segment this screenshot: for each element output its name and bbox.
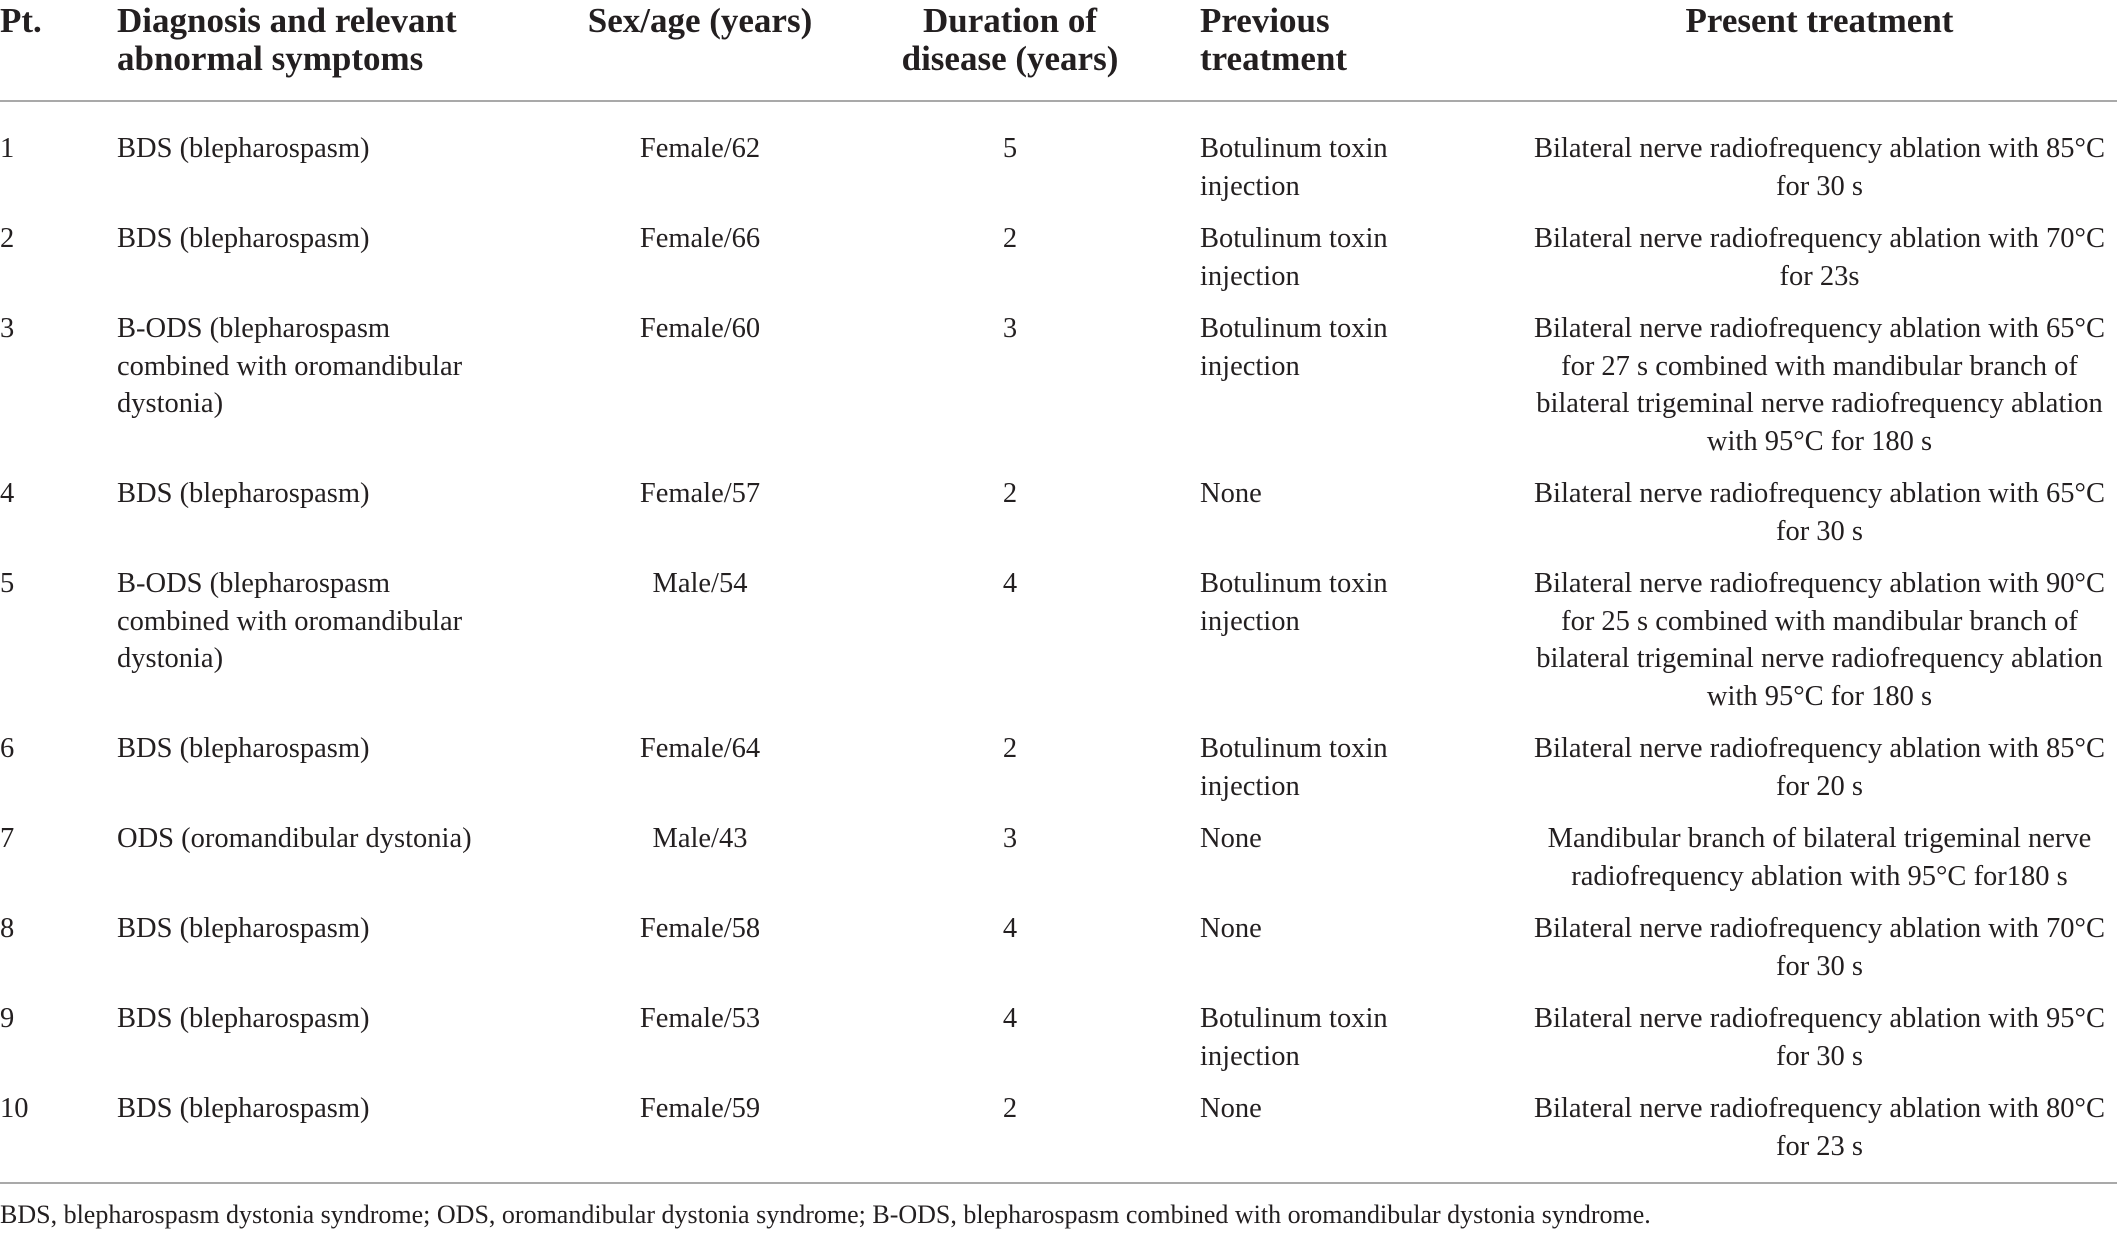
- cell-diagnosis: [117, 220, 537, 258]
- cell-diagnosis-line: combined with oromandibular: [117, 350, 463, 382]
- cell-previous: [1200, 475, 1510, 513]
- cell-present: [1522, 310, 2117, 460]
- cell-diagnosis: [117, 1090, 537, 1128]
- cell-sex-age: Female/57: [639, 478, 761, 509]
- cell-previous: [1200, 220, 1510, 295]
- cell-duration: 4: [1002, 1003, 1018, 1034]
- cell-diagnosis-line: dystonia): [117, 388, 224, 419]
- cell-present: [1522, 820, 2117, 895]
- cell-previous: [1200, 730, 1510, 805]
- cell-present-line: for 27 s combined with mandibular branch of: [1561, 350, 2078, 382]
- cell-present-line: Bilateral nerve radiofrequency ablation with 65°C: [1534, 478, 2105, 509]
- cell-present-line: for 30 s: [1775, 950, 1864, 982]
- cell-previous: [1200, 820, 1510, 858]
- cell-duration: 2: [1002, 733, 1018, 764]
- cell-present: [1522, 1090, 2117, 1165]
- footer-rule: [0, 1182, 2117, 1184]
- cell-diagnosis-line: BDS (blepharospasm): [117, 1093, 370, 1124]
- cell-previous-line: injection: [1200, 170, 1300, 202]
- cell-present-line: for 25 s combined with mandibular branch of: [1561, 605, 2078, 637]
- cell-present-line: Bilateral nerve radiofrequency ablation with 80°C: [1534, 1093, 2105, 1124]
- cell-previous: [1200, 910, 1510, 948]
- cell-pt: 4: [0, 478, 15, 509]
- header-duration-line: Duration of: [922, 1, 1098, 40]
- cell-sex-age: Female/60: [639, 313, 761, 344]
- cell-diagnosis-line: BDS (blepharospasm): [117, 1003, 370, 1034]
- cell-pt: 8: [0, 913, 15, 944]
- cell-previous: [1200, 1000, 1510, 1075]
- cell-diagnosis-line: BDS (blepharospasm): [117, 733, 370, 764]
- cell-duration: 2: [1002, 223, 1018, 254]
- cell-diagnosis-line: BDS (blepharospasm): [117, 478, 370, 509]
- header-diagnosis-line: abnormal symptoms: [117, 39, 424, 78]
- cell-present-line: with 95°C for 180 s: [1706, 680, 1933, 712]
- header-sex-age: Sex/age (years): [587, 1, 813, 40]
- cell-present-line: bilateral trigeminal nerve radiofrequency ablation: [1536, 388, 2103, 419]
- cell-sex-age: Female/62: [639, 133, 761, 164]
- cell-present-line: for 23 s: [1775, 1130, 1864, 1162]
- cell-present: [1522, 1000, 2117, 1075]
- cell-present: [1522, 910, 2117, 985]
- cell-previous-line: injection: [1200, 1040, 1300, 1072]
- cell-present-line: for 20 s: [1775, 770, 1864, 802]
- header-previous: [1200, 2, 1347, 78]
- header-previous-line: Previous: [1200, 1, 1330, 40]
- cell-previous-line: injection: [1200, 350, 1300, 382]
- cell-diagnosis-line: combined with oromandibular: [117, 605, 463, 637]
- header-duration: [860, 2, 1160, 78]
- cell-present-line: for 30 s: [1775, 515, 1864, 547]
- cell-previous-line: Botulinum toxin: [1200, 313, 1388, 344]
- cell-previous: [1200, 1090, 1510, 1128]
- cell-present-line: with 95°C for 180 s: [1706, 425, 1933, 457]
- cell-diagnosis: [117, 820, 537, 858]
- cell-diagnosis-line: B-ODS (blepharospasm: [117, 313, 391, 344]
- cell-previous: [1200, 130, 1510, 205]
- cell-duration: 3: [1002, 313, 1018, 344]
- cell-previous-line: Botulinum toxin: [1200, 223, 1388, 254]
- cell-duration: 4: [1002, 568, 1018, 599]
- cell-present: [1522, 475, 2117, 550]
- cell-previous-line: Botulinum toxin: [1200, 733, 1388, 764]
- cell-diagnosis: [117, 475, 537, 513]
- cell-present-line: Bilateral nerve radiofrequency ablation with 85°C: [1534, 133, 2105, 164]
- cell-previous-line: injection: [1200, 770, 1300, 802]
- cell-previous-line: None: [1200, 1093, 1262, 1124]
- cell-pt: 7: [0, 823, 15, 854]
- header-pt: Pt.: [0, 1, 42, 40]
- cell-diagnosis: [117, 910, 537, 948]
- cell-duration: 5: [1002, 133, 1018, 164]
- cell-present-line: Bilateral nerve radiofrequency ablation with 85°C: [1534, 733, 2105, 764]
- cell-present-line: Bilateral nerve radiofrequency ablation with 95°C: [1534, 1003, 2105, 1034]
- cell-pt: 6: [0, 733, 15, 764]
- cell-previous-line: injection: [1200, 605, 1300, 637]
- cell-previous: [1200, 565, 1510, 640]
- cell-duration: 2: [1002, 478, 1018, 509]
- cell-sex-age: Female/59: [639, 1093, 761, 1124]
- cell-sex-age: Female/53: [639, 1003, 761, 1034]
- cell-diagnosis: [117, 730, 537, 768]
- header-diagnosis: [117, 2, 457, 78]
- cell-present-line: Bilateral nerve radiofrequency ablation with 70°C: [1534, 223, 2105, 254]
- cell-present-line: Bilateral nerve radiofrequency ablation with 65°C: [1534, 313, 2105, 344]
- cell-sex-age: Female/66: [639, 223, 761, 254]
- cell-present: [1522, 730, 2117, 805]
- cell-diagnosis: [117, 565, 537, 678]
- header-diagnosis-line: Diagnosis and relevant: [117, 1, 457, 40]
- cell-sex-age: Male/43: [652, 823, 748, 854]
- cell-duration: 4: [1002, 913, 1018, 944]
- cell-sex-age: Female/64: [639, 733, 761, 764]
- cell-diagnosis-line: BDS (blepharospasm): [117, 133, 370, 164]
- cell-previous-line: Botulinum toxin: [1200, 133, 1388, 164]
- cell-previous-line: None: [1200, 913, 1262, 944]
- header-previous-line: treatment: [1200, 39, 1348, 78]
- cell-sex-age: Male/54: [652, 568, 748, 599]
- cell-present-line: for 30 s: [1775, 170, 1864, 202]
- cell-diagnosis: [117, 130, 537, 168]
- cell-pt: 9: [0, 1003, 15, 1034]
- cell-sex-age: Female/58: [639, 913, 761, 944]
- cell-pt: 5: [0, 568, 15, 599]
- cell-diagnosis-line: B-ODS (blepharospasm: [117, 568, 391, 599]
- cell-duration: 2: [1002, 1093, 1018, 1124]
- cell-present-line: bilateral trigeminal nerve radiofrequency ablation: [1536, 643, 2103, 674]
- cell-pt: 1: [0, 133, 15, 164]
- header-rule: [0, 100, 2117, 102]
- cell-previous-line: Botulinum toxin: [1200, 568, 1388, 599]
- cell-diagnosis: [117, 310, 537, 423]
- header-duration-line: disease (years): [901, 39, 1119, 78]
- cell-diagnosis-line: ODS (oromandibular dystonia): [117, 823, 472, 854]
- cell-present: [1522, 565, 2117, 715]
- cell-present-line: Bilateral nerve radiofrequency ablation with 70°C: [1534, 913, 2105, 944]
- cell-diagnosis-line: BDS (blepharospasm): [117, 913, 370, 944]
- cell-present-line: Mandibular branch of bilateral trigeminal nerve: [1547, 823, 2092, 854]
- header-present: Present treatment: [1685, 1, 1954, 40]
- cell-present: [1522, 130, 2117, 205]
- cell-previous-line: injection: [1200, 260, 1300, 292]
- cell-present-line: radiofrequency ablation with 95°C for180 s: [1571, 860, 2068, 892]
- cell-diagnosis: [117, 1000, 537, 1038]
- cell-previous-line: Botulinum toxin: [1200, 1003, 1388, 1034]
- cell-pt: 3: [0, 313, 15, 344]
- cell-pt: 10: [0, 1093, 29, 1124]
- cell-previous-line: None: [1200, 478, 1262, 509]
- cell-present-line: for 23s: [1779, 260, 1860, 292]
- table-footnote: BDS, blepharospasm dystonia syndrome; ODS, oromandibular dystonia syndrome; B-ODS, blepharospasm combined with oromandibular dystonia syndrome.: [0, 1200, 1651, 1229]
- cell-previous-line: None: [1200, 823, 1262, 854]
- cell-present-line: for 30 s: [1775, 1040, 1864, 1072]
- cell-diagnosis-line: dystonia): [117, 643, 224, 674]
- cell-previous: [1200, 310, 1510, 385]
- cell-diagnosis-line: BDS (blepharospasm): [117, 223, 370, 254]
- cell-pt: 2: [0, 223, 15, 254]
- cell-present-line: Bilateral nerve radiofrequency ablation with 90°C: [1534, 568, 2105, 599]
- cell-present: [1522, 220, 2117, 295]
- cell-duration: 3: [1002, 823, 1018, 854]
